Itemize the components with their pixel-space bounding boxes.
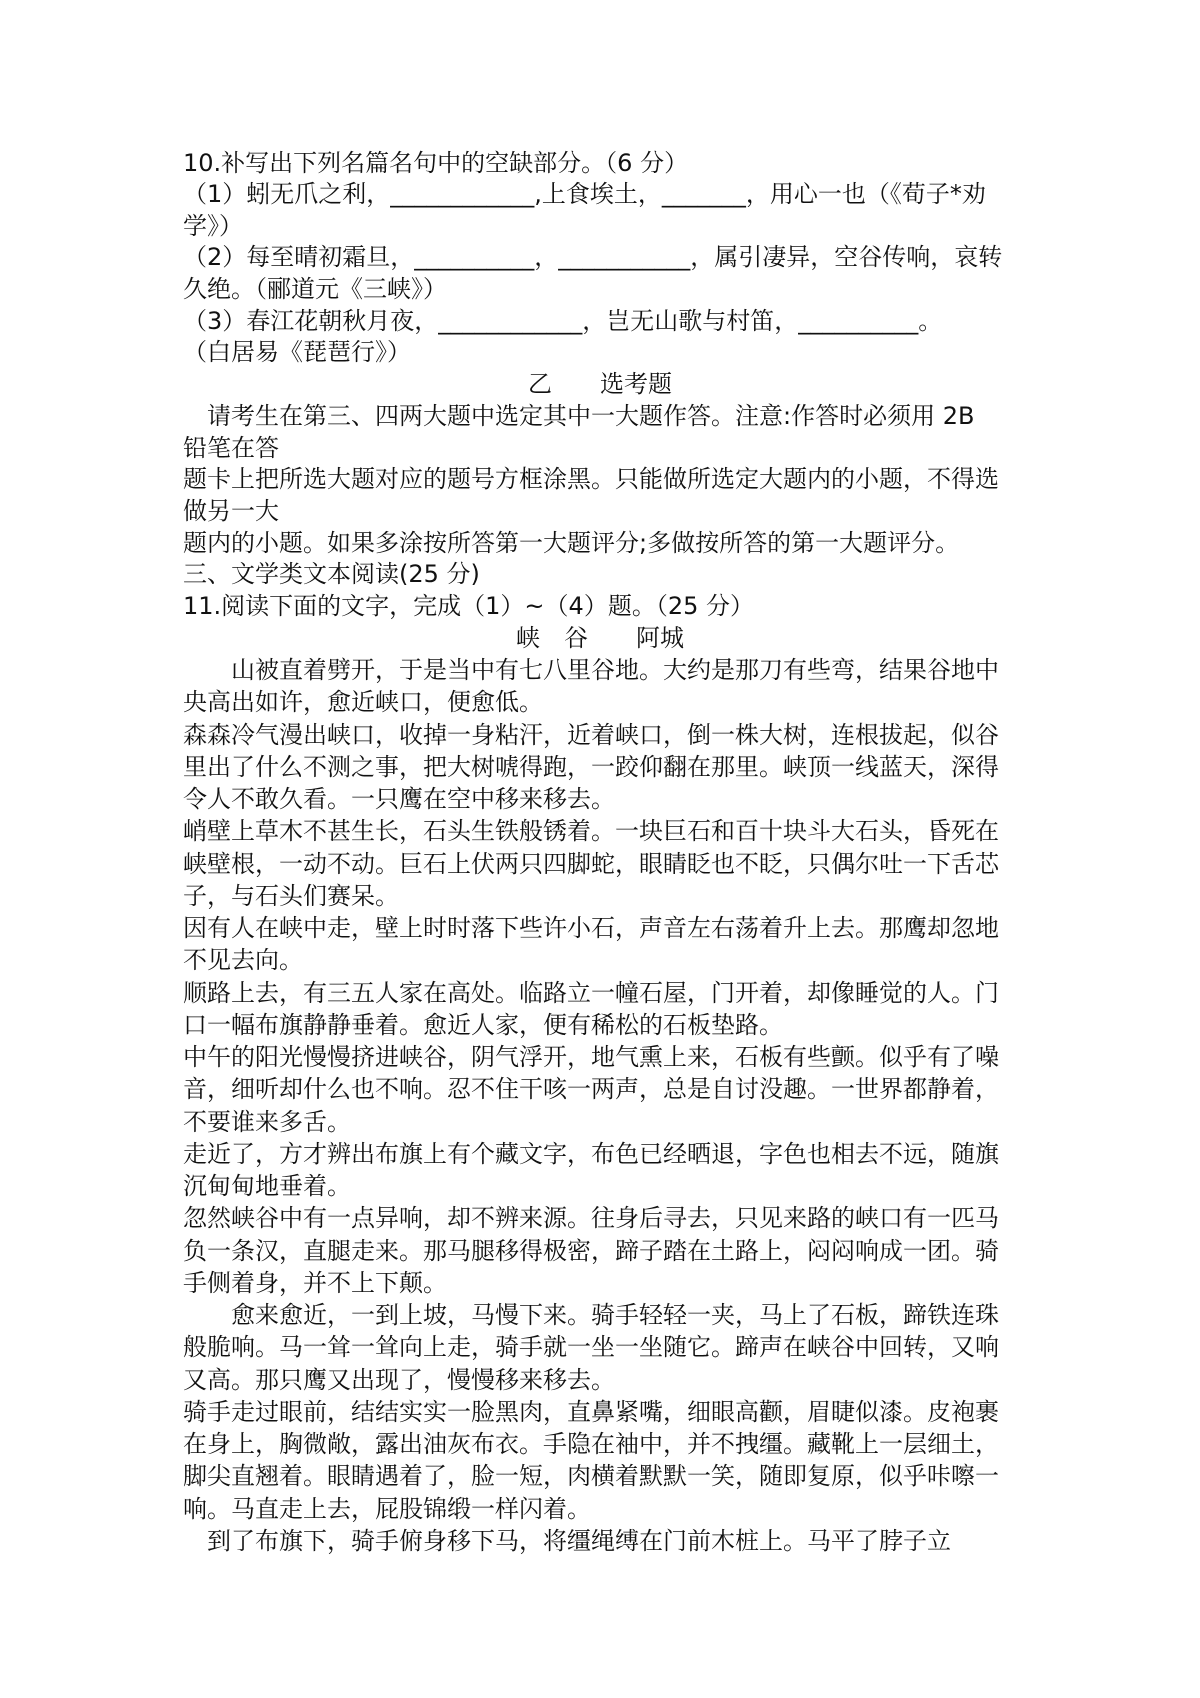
- passage-line: 手侧着身，并不上下颠。: [183, 1269, 447, 1297]
- q10-item2-line2: 久绝。（郦道元《三峡》）: [183, 275, 447, 303]
- passage-line: 脚尖直翘着。眼睛遇着了，脸一短，肉横着默默一笑，随即复原，似乎咔嚓一: [183, 1462, 999, 1490]
- passage-line: 令人不敢久看。一只鹰在空中移来移去。: [183, 785, 615, 813]
- optional-section-title: 乙 选考题: [528, 370, 672, 398]
- q10-item2-line1: （2）每至晴初霜旦，__________，___________，属引凄异，空谷传响，哀转: [183, 243, 1003, 271]
- passage-title: 峡 谷 阿城: [516, 624, 684, 652]
- passage-line: 不要谁来多舌。: [183, 1108, 351, 1136]
- passage-line: 顺路上去，有三五人家在高处。临路立一幢石屋，门开着，却像睡觉的人。门: [183, 979, 999, 1007]
- instructions-line-4: 做另一大: [183, 497, 279, 525]
- q11-prompt: 11.阅读下面的文字，完成（1）~（4）题。（25 分）: [183, 592, 754, 620]
- passage-line: 里出了什么不测之事，把大树唬得跑，一跤仰翻在那里。峡顶一线蓝天，深得: [183, 753, 999, 781]
- section3-heading: 三、文学类文本阅读(25 分): [183, 560, 480, 588]
- passage-line: 又高。那只鹰又出现了，慢慢移来移去。: [183, 1366, 615, 1394]
- passage-line: 到了布旗下，骑手俯身移下马，将缰绳缚在门前木桩上。马平了脖子立: [183, 1527, 951, 1555]
- instructions-line-1: 请考生在第三、四两大题中选定其中一大题作答。注意:作答时必须用 2B: [183, 402, 975, 430]
- passage-line: 因有人在峡中走，壁上时时落下些许小石，声音左右荡着升上去。那鹰却忽地: [183, 914, 999, 942]
- instructions-line-3: 题卡上把所选大题对应的题号方框涂黑。只能做所选定大题内的小题，不得选: [183, 465, 999, 493]
- passage-line: 愈来愈近，一到上坡，马慢下来。骑手轻轻一夹，马上了石板，蹄铁连珠: [183, 1301, 999, 1329]
- q10-heading: 10.补写出下列名篇名句中的空缺部分。（6 分）: [183, 149, 689, 177]
- passage-line: 峭壁上草木不甚生长，石头生铁般锈着。一块巨石和百十块斗大石头，昏死在: [183, 817, 999, 845]
- passage-line: 音，细听却什么也不响。忍不住干咳一两声，总是自讨没趣。一世界都静着，: [183, 1075, 999, 1103]
- q10-item1-line1: （1）蚓无爪之利，____________,上食埃土，_______，用心一也（《荀子*劝: [183, 180, 986, 208]
- passage-line: 子，与石头们赛呆。: [183, 882, 399, 910]
- passage-line: 响。马直走上去，屁股锦缎一样闪着。: [183, 1495, 591, 1523]
- passage-line: 峡壁根，一动不动。巨石上伏两只四脚蛇，眼睛眨也不眨，只偶尔吐一下舌芯: [183, 850, 999, 878]
- passage-line: 般脆响。马一耸一耸向上走，骑手就一坐一坐随它。蹄声在峡谷中回转，又响: [183, 1333, 999, 1361]
- passage-line: 央高出如许，愈近峡口，便愈低。: [183, 688, 543, 716]
- passage-line: 骑手走过眼前，结结实实一脸黑肉，直鼻紧嘴，细眼高颧，眉睫似漆。皮袍裹: [183, 1398, 999, 1426]
- q10-item3-line2: （白居易《琵琶行》）: [183, 338, 411, 366]
- passage-line: 在身上，胸微敞，露出油灰布衣。手隐在袖中，并不拽缰。藏靴上一层细土，: [183, 1430, 999, 1458]
- passage-line: 走近了，方才辨出布旗上有个藏文字，布色已经晒退，字色也相去不远，随旗: [183, 1140, 999, 1168]
- q10-item3-line1: （3）春江花朝秋月夜，____________，岂无山歌与村笛，__________。: [183, 307, 943, 335]
- passage-line: 负一条汉，直腿走来。那马腿移得极密，蹄子踏在土路上，闷闷响成一团。骑: [183, 1237, 999, 1265]
- passage-line: 不见去向。: [183, 946, 303, 974]
- q10-item1-line2: 学》）: [183, 212, 243, 240]
- instructions-line-5: 题内的小题。如果多涂按所答第一大题评分;多做按所答的第一大题评分。: [183, 529, 960, 557]
- passage-line: 口一幅布旗静静垂着。愈近人家，便有稀松的石板垫路。: [183, 1011, 783, 1039]
- instructions-line-2: 铅笔在答: [183, 434, 279, 462]
- passage-line: 森森冷气漫出峡口，收掉一身粘汗，近着峡口，倒一株大树，连根拔起，似谷: [183, 721, 999, 749]
- passage-line: 忽然峡谷中有一点异响，却不辨来源。往身后寻去，只见来路的峡口有一匹马: [183, 1204, 999, 1232]
- passage-line: 沉甸甸地垂着。: [183, 1172, 351, 1200]
- passage-line: 山被直着劈开，于是当中有七八里谷地。大约是那刀有些弯，结果谷地中: [183, 656, 999, 684]
- passage-line: 中午的阳光慢慢挤进峡谷，阴气浮开，地气熏上来，石板有些颤。似乎有了噪: [183, 1043, 999, 1071]
